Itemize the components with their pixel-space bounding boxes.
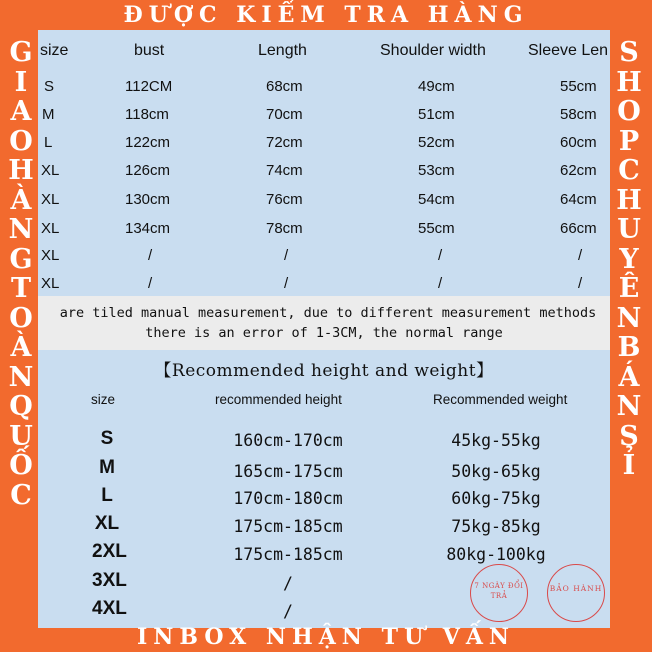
right-letter: U: [617, 214, 641, 245]
rec-height-cell: 175cm-185cm: [233, 545, 343, 564]
rec-size-cell: L: [101, 485, 113, 506]
rec-header-weight: Recommended weight: [433, 392, 568, 407]
left-letter: T: [10, 273, 32, 304]
rec-height-cell: /: [283, 574, 293, 593]
rec-size-cell: M: [99, 457, 115, 478]
rec-size-cell: 4XL: [92, 598, 127, 619]
rec-size-cell: 2XL: [92, 541, 127, 562]
size-cell: M: [42, 106, 55, 123]
table-row: [38, 220, 610, 248]
column-header-shoulder: Shoulder width: [380, 42, 486, 59]
left-letter: O: [9, 302, 33, 334]
bust-cell: 112CM: [125, 78, 173, 95]
size-cell: S: [44, 78, 55, 95]
right-letter: Ê: [618, 273, 640, 304]
size-cell: XL: [41, 191, 60, 208]
shoulder-cell: 54cm: [418, 191, 455, 208]
right-letter: O: [617, 96, 641, 127]
measurement-note: [38, 296, 610, 350]
shoulder-cell: 49cm: [418, 78, 455, 95]
table-row: [38, 162, 610, 190]
bust-cell: /: [148, 247, 153, 264]
column-header-sleeve: Sleeve Len: [528, 42, 609, 59]
rec-size-cell: XL: [94, 513, 120, 534]
right-letter: H: [616, 66, 642, 98]
shoulder-cell: 53cm: [418, 162, 455, 179]
top-banner: ĐƯỢC KIỂM TRA HÀNG: [123, 2, 529, 28]
bust-cell: 118cm: [125, 106, 169, 123]
size-cell: L: [44, 134, 53, 151]
right-letter: N: [616, 302, 642, 334]
shoulder-cell: 55cm: [418, 220, 455, 237]
warranty-stamp: [547, 564, 605, 622]
length-cell: 72cm: [266, 134, 303, 151]
sleeve-cell: /: [578, 275, 583, 292]
return-policy-stamp: [470, 564, 528, 622]
rec-height-cell: 160cm-170cm: [233, 431, 343, 450]
bust-cell: 122cm: [125, 134, 171, 151]
left-letter: Q: [9, 391, 33, 422]
bust-cell: 134cm: [125, 220, 171, 237]
rec-weight-cell: 80kg-100kg: [446, 545, 546, 564]
right-letter: Ỉ: [622, 450, 636, 481]
table-row: [38, 247, 610, 275]
right-letter: C: [618, 155, 640, 186]
length-cell: 76cm: [266, 191, 303, 208]
bust-cell: 126cm: [125, 162, 171, 179]
measurement-note-line-1: are tiled manual measurement, due to different measurement methods: [59, 305, 597, 321]
right-letter: Á: [618, 361, 640, 393]
column-header-length: Length: [258, 42, 307, 59]
length-cell: 78cm: [266, 220, 303, 237]
sleeve-cell: /: [578, 247, 583, 264]
rec-height-cell: 170cm-180cm: [233, 489, 343, 508]
warranty-stamp-text: BẢO HÀNH: [549, 584, 603, 593]
left-letter: C: [10, 479, 32, 511]
length-cell: /: [284, 247, 289, 264]
recommendation-title: 【Recommended height and weight】: [154, 361, 494, 381]
shoulder-cell: 51cm: [418, 106, 455, 123]
left-letter: I: [14, 66, 28, 98]
rec-height-cell: 175cm-185cm: [233, 517, 343, 536]
sleeve-cell: 66cm: [560, 220, 597, 237]
length-cell: 74cm: [266, 162, 303, 179]
left-letter: O: [9, 125, 33, 157]
bottom-banner: INBOX NHẬN TƯ VẤN: [136, 624, 516, 650]
left-letter: H: [8, 155, 34, 186]
table-row: [38, 78, 610, 106]
sleeve-cell: 64cm: [560, 191, 597, 208]
right-letter: H: [616, 184, 642, 216]
rec-header-height: recommended height: [215, 392, 342, 407]
bust-cell: /: [148, 275, 153, 292]
right-letter: N: [616, 391, 642, 422]
rec-weight-cell: 60kg-75kg: [451, 489, 541, 508]
sleeve-cell: 62cm: [560, 162, 597, 179]
right-side-banner: [611, 38, 647, 481]
size-cell: XL: [41, 247, 60, 264]
column-header-bust: bust: [134, 42, 165, 59]
left-side-banner: [3, 38, 39, 510]
left-letter: G: [9, 243, 33, 275]
sleeve-cell: 58cm: [560, 106, 597, 123]
rec-height-cell: /: [283, 602, 293, 621]
left-letter: A: [10, 96, 32, 127]
bust-cell: 130cm: [125, 191, 171, 208]
right-letter: B: [617, 332, 641, 363]
rec-height-cell: 165cm-175cm: [233, 462, 343, 481]
size-cell: XL: [41, 275, 60, 292]
left-letter: À: [10, 184, 32, 216]
size-cell: XL: [41, 162, 60, 179]
rec-size-cell: S: [100, 428, 114, 449]
left-letter: Ố: [9, 450, 33, 481]
left-letter: À: [10, 332, 32, 363]
right-letter: S: [619, 37, 639, 68]
left-letter: U: [9, 420, 33, 452]
rec-size-cell: 3XL: [92, 570, 127, 591]
return-policy-stamp-text: 7 NGÀY ĐỔI TRẢ: [474, 582, 524, 600]
shoulder-cell: 52cm: [418, 134, 455, 151]
table-header-row: [38, 42, 610, 70]
content-panel: [38, 30, 610, 628]
table-row: [38, 106, 610, 134]
left-letter: N: [8, 214, 34, 245]
left-letter: N: [8, 361, 34, 393]
rec-weight-cell: 75kg-85kg: [451, 517, 541, 536]
left-letter: G: [9, 37, 33, 68]
shoulder-cell: /: [438, 247, 443, 264]
column-header-size: size: [40, 42, 69, 59]
shoulder-cell: /: [438, 275, 443, 292]
right-letter: S: [619, 420, 639, 452]
rec-weight-cell: 50kg-65kg: [451, 462, 541, 481]
table-row: [38, 134, 610, 162]
right-letter: P: [618, 125, 640, 157]
rec-header-size: size: [91, 392, 116, 407]
size-cell: XL: [41, 220, 60, 237]
length-cell: 68cm: [266, 78, 303, 95]
sleeve-cell: 60cm: [560, 134, 597, 151]
measurement-note-line-2: there is an error of 1-3CM, the normal range: [145, 325, 503, 341]
table-row: [38, 191, 610, 219]
rec-weight-cell: 45kg-55kg: [451, 431, 541, 450]
right-letter: Y: [619, 243, 639, 275]
length-cell: 70cm: [266, 106, 303, 123]
sleeve-cell: 55cm: [560, 78, 597, 95]
length-cell: /: [284, 275, 289, 292]
